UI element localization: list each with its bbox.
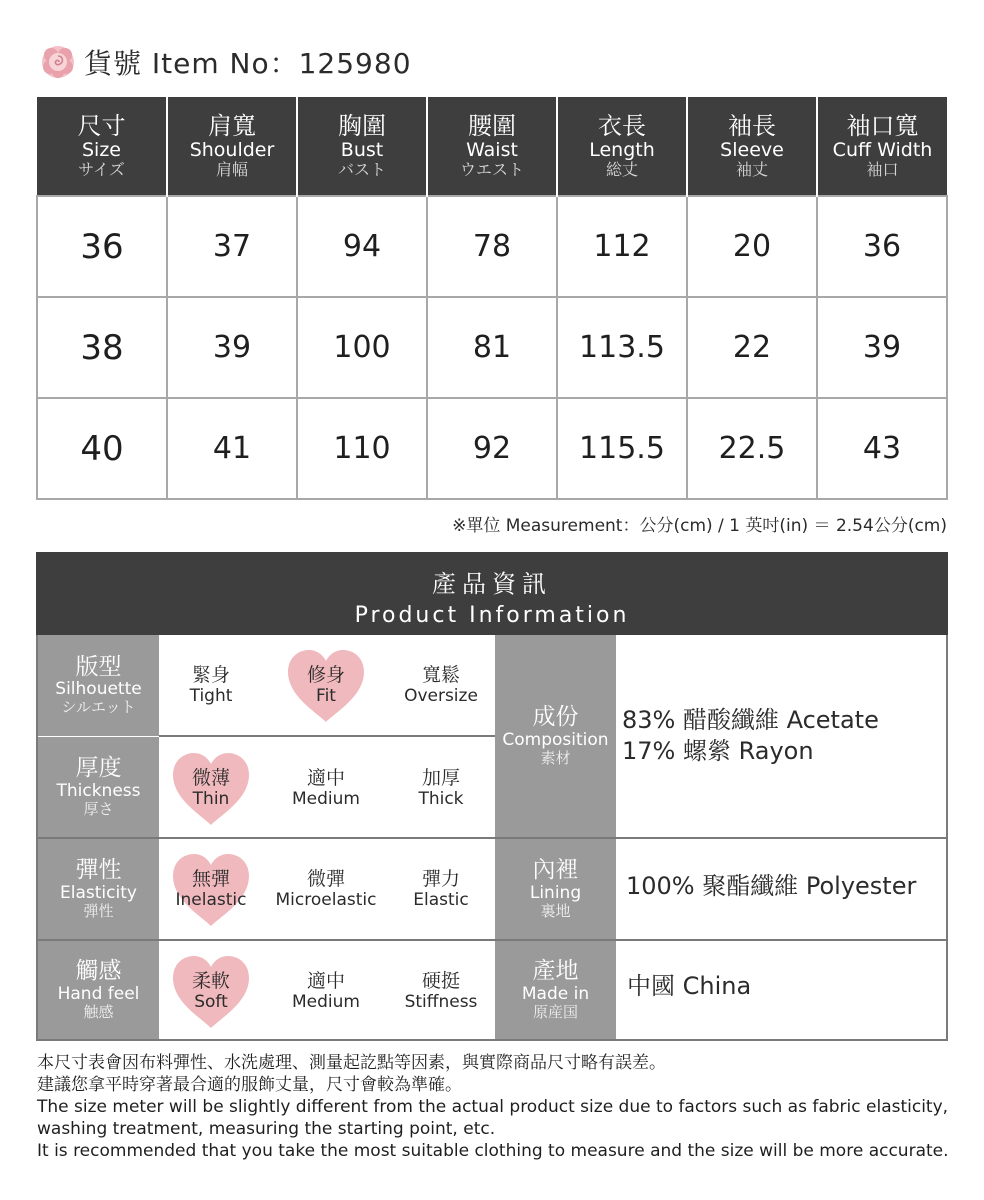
product-info-title-zh: 產品資訊	[432, 570, 552, 598]
column-header-cuff-width	[817, 97, 947, 196]
grid-divider	[38, 939, 948, 941]
column-header-shoulder-jp: 肩幅	[215, 160, 248, 180]
silhouette-option	[153, 644, 269, 728]
hand-feel-option-en: Stiffness	[404, 992, 478, 1013]
composition-line-1: 83% 醋酸纖維 Acetate	[622, 706, 879, 734]
column-header-size	[37, 97, 167, 196]
cell-cuff-width: 39	[817, 297, 947, 398]
item-number-title: 貨號 Item No：125980	[84, 47, 412, 80]
cell-waist: 78	[427, 196, 557, 297]
elasticity-option-zh: 微彈	[306, 868, 345, 891]
hand-feel-label-en: Hand feel	[57, 983, 140, 1004]
disclaimer-line: washing treatment, measuring the starting point, etc.	[37, 1119, 496, 1139]
thickness-option-en: Medium	[292, 789, 360, 810]
column-header-sleeve	[687, 97, 817, 196]
lining-value: 100% 聚酯纖維 Polyester	[626, 872, 917, 900]
hand-feel-option	[383, 950, 499, 1034]
thickness-label-zh: 厚度	[75, 755, 122, 782]
elasticity-option	[153, 848, 269, 932]
silhouette-option-en: Fit	[316, 686, 336, 707]
elasticity-option-zh: 無彈	[191, 868, 230, 891]
cell-shoulder: 41	[167, 398, 297, 499]
column-header-bust-jp: バスト	[337, 160, 386, 180]
hand-feel-option-en: Medium	[292, 992, 360, 1013]
column-header-length	[557, 97, 687, 196]
cell-waist: 92	[427, 398, 557, 499]
silhouette-label-jp: シルエット	[61, 698, 136, 717]
composition-label	[495, 635, 616, 837]
thickness-label-jp: 厚さ	[83, 799, 114, 818]
measurement-unit-note: ※單位 Measurement：公分(cm) / 1 英吋(in) ＝ 2.54公分(cm)	[452, 516, 947, 536]
cell-bust: 94	[297, 196, 427, 297]
silhouette-option-zh: 緊身	[191, 664, 230, 687]
column-header-length-jp: 総丈	[605, 160, 638, 180]
grid-divider	[159, 735, 495, 737]
column-header-size-en: Size	[81, 138, 121, 161]
cell-size: 38	[37, 297, 167, 398]
disclaimer-line: It is recommended that you take the most suitable clothing to measure and the size will be more accurate.	[37, 1141, 949, 1161]
column-header-length-en: Length	[589, 138, 655, 161]
made-in-value: 中國 China	[627, 972, 752, 1000]
grid-divider	[38, 837, 948, 839]
product-info-header	[36, 552, 948, 635]
elasticity-option-zh: 彈力	[421, 868, 460, 891]
elasticity-label	[38, 839, 159, 939]
cell-waist: 81	[427, 297, 557, 398]
composition-label-zh: 成份	[532, 704, 579, 731]
made-in-label-en: Made in	[521, 983, 590, 1004]
hand-feel-option-zh: 適中	[306, 970, 345, 993]
elasticity-label-zh: 彈性	[75, 857, 122, 884]
thickness-option	[153, 747, 269, 831]
silhouette-option-en: Tight	[189, 686, 233, 707]
size-table	[36, 97, 948, 500]
hand-feel-label	[38, 941, 159, 1039]
disclaimer-line: The size meter will be slightly different from the actual product size due to factors such as fabric elasticity,	[37, 1097, 949, 1117]
silhouette-option-zh: 寬鬆	[421, 664, 460, 687]
cell-bust: 100	[297, 297, 427, 398]
table-row	[37, 297, 947, 398]
cell-shoulder: 37	[167, 196, 297, 297]
table-row	[37, 196, 947, 297]
made-in-label-zh: 產地	[532, 958, 579, 985]
lining-label-zh: 內裡	[532, 857, 579, 884]
cell-cuff-width: 43	[817, 398, 947, 499]
composition-label-en: Composition	[502, 729, 609, 750]
composition-line-2: 17% 螺縈 Rayon	[622, 737, 814, 766]
cell-bust: 110	[297, 398, 427, 499]
column-header-waist-jp: ウエスト	[459, 160, 524, 180]
cell-shoulder: 39	[167, 297, 297, 398]
cell-cuff-width: 36	[817, 196, 947, 297]
elasticity-option-en: Microelastic	[275, 890, 377, 911]
lining-label-en: Lining	[529, 882, 582, 903]
thickness-option-zh: 適中	[306, 767, 345, 790]
column-header-sleeve-jp: 袖丈	[735, 160, 768, 180]
column-header-shoulder-zh: 肩寬	[208, 111, 256, 140]
column-header-size-zh: 尺寸	[77, 111, 126, 140]
hand-feel-option-en: Soft	[194, 992, 228, 1013]
disclaimer-line: 建議您拿平時穿著最合適的服飾丈量，尺寸會較為準確。	[37, 1075, 462, 1095]
cell-sleeve: 22	[687, 297, 817, 398]
column-header-cuff-width-jp: 袖口	[866, 160, 899, 180]
silhouette-label-en: Silhouette	[55, 679, 142, 700]
hand-feel-label-jp: 触感	[83, 1002, 114, 1021]
column-header-cuff-width-zh: 袖口寬	[846, 111, 919, 140]
column-header-size-jp: サイズ	[78, 160, 125, 180]
column-header-bust-zh: 胸圍	[338, 111, 386, 140]
disclaimer-line: 本尺寸表會因布料彈性、水洗處理、測量起訖點等因素，與實際商品尺寸略有誤差。	[37, 1053, 666, 1073]
column-header-waist-en: Waist	[466, 138, 518, 161]
column-header-sleeve-zh: 袖長	[728, 111, 776, 140]
elasticity-label-jp: 弾性	[83, 901, 114, 920]
product-info-grid	[36, 635, 948, 1041]
elasticity-option	[268, 848, 384, 932]
elasticity-option	[383, 848, 499, 932]
hand-feel-option-zh: 硬挺	[421, 970, 460, 993]
product-info-title-en: Product Information	[354, 603, 630, 628]
silhouette-option-en: Oversize	[404, 686, 478, 707]
column-header-length-zh: 衣長	[598, 111, 646, 140]
cell-size: 36	[37, 196, 167, 297]
cell-length: 115.5	[557, 398, 687, 499]
thickness-option-zh: 加厚	[421, 767, 460, 790]
elasticity-label-en: Elasticity	[60, 882, 137, 903]
silhouette-label	[38, 635, 159, 736]
table-row	[37, 398, 947, 499]
cell-size: 40	[37, 398, 167, 499]
column-header-waist-zh: 腰圍	[468, 111, 516, 140]
composition-label-jp: 素材	[540, 748, 571, 767]
column-header-shoulder-en: Shoulder	[189, 138, 275, 161]
hand-feel-option	[153, 950, 269, 1034]
silhouette-option-zh: 修身	[306, 664, 345, 687]
lining-label	[495, 839, 616, 939]
thickness-option-en: Thin	[192, 789, 230, 810]
hand-feel-option	[268, 950, 384, 1034]
silhouette-label-zh: 版型	[75, 653, 122, 680]
item-header	[40, 42, 412, 82]
cell-length: 113.5	[557, 297, 687, 398]
size-disclaimer	[37, 1052, 957, 1162]
elasticity-option-en: Elastic	[413, 890, 469, 911]
lining-label-jp: 裏地	[540, 901, 571, 920]
column-header-shoulder	[167, 97, 297, 196]
rose-icon	[40, 44, 76, 80]
silhouette-option	[383, 644, 499, 728]
made-in-label-jp: 原産国	[532, 1002, 578, 1021]
column-header-cuff-width-en: Cuff Width	[832, 138, 933, 161]
column-header-bust	[297, 97, 427, 196]
thickness-label-en: Thickness	[56, 780, 141, 801]
column-header-sleeve-en: Sleeve	[720, 138, 784, 161]
elasticity-option-en: Inelastic	[175, 890, 247, 911]
hand-feel-option-zh: 柔軟	[191, 970, 230, 993]
cell-length: 112	[557, 196, 687, 297]
silhouette-option	[268, 644, 384, 728]
column-header-waist	[427, 97, 557, 196]
cell-sleeve: 22.5	[687, 398, 817, 499]
hand-feel-label-zh: 觸感	[75, 958, 122, 985]
composition-value	[622, 705, 879, 767]
cell-sleeve: 20	[687, 196, 817, 297]
column-header-bust-en: Bust	[340, 138, 384, 161]
thickness-option-zh: 微薄	[191, 767, 230, 790]
thickness-option	[268, 747, 384, 831]
thickness-label	[38, 737, 159, 837]
made-in-label	[495, 941, 616, 1039]
thickness-option-en: Thick	[418, 789, 464, 810]
thickness-option	[383, 747, 499, 831]
